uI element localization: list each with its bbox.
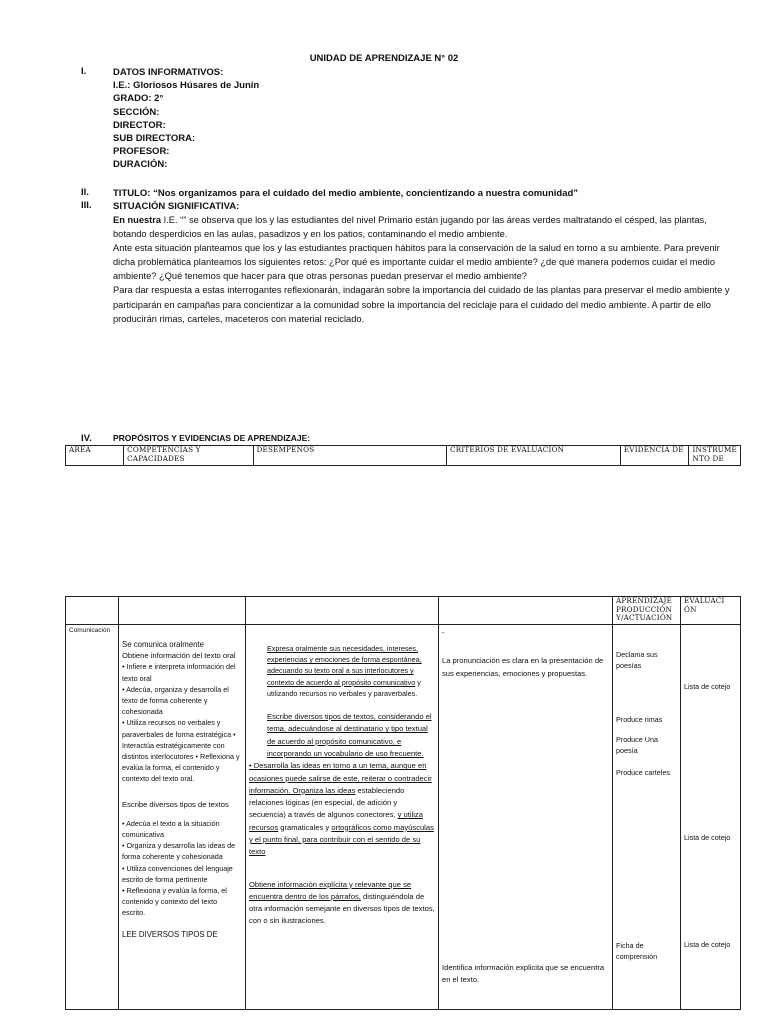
competency-writing: Escribe diversos tipos de textos: [122, 799, 229, 809]
section-1-numeral: I.: [81, 66, 87, 77]
document-title: UNIDAD DE APRENDIZAJE N° 02: [309, 53, 459, 64]
field-director: DIRECTOR:: [113, 119, 166, 131]
instrument-2: Lista de cotejo: [684, 833, 731, 843]
section-3-heading: SITUACIÓN SIGNIFICATIVA:: [113, 201, 240, 212]
section-1-heading: DATOS INFORMATIVOS:: [113, 67, 224, 78]
field-institution: I.E.: Gloriosos Húsares de Junín: [113, 80, 260, 92]
criterion-reading: Identifica información explicita que se encuentra en el texto.: [442, 962, 605, 985]
performance-reading: Obtiene información explícita y relevante que se encuentra dentro de los párrafos, distinguiéndola de otra información semejante en diversos tipos de textos, con o sin ilustraciones.: [249, 879, 435, 926]
competencies-cell: Se comunica oralmente Obtiene información del texto oral • Infiere e interpreta información del texto oral • Adecúa, organiza y desarrolla el texto de forma coherente y cohesionada • Utiliza recursos no verbales y paraverbales de forma estratégica • Interactúa estratégicamente con distintos interlocutores • Reflexiona y evalúa la forma, el contenido y contexto del texto oral. Escribe diversos tipos de textos • Adecúa el texto a la situación comunicativa • Organiza y desarrolla las ideas de forma coherente y cohesionada • Utiliza convenciones del lenguaje escrito de forma pertinente • Reflexiona y evalúa la forma, el contenido y contexto del texto escrito. LEE DIVERSOS TIPOS DE: [119, 625, 246, 1010]
header-instrument: INSTRUME NTO DE: [689, 446, 741, 466]
instrument-1: Lista de cotejo: [684, 682, 731, 691]
performance-oral: Expresa oralmente sus necesidades, intereses, experiencias y emociones de forma espontánea, adecuando su texto oral a sus interlocutores y contexto de acuerdo al propósito comunicativo y utilizando recursos no verbales y paraverbales.: [267, 644, 422, 698]
performance-writing: Escribe diversos tipos de textos, considerando el tema, adecuándose al destinatario y tipo textual de acuerdo al propósito comunicativo, e incorporando un vocabulario de uso frecuente.: [267, 712, 432, 758]
area-cell: Comunicación: [66, 625, 119, 1010]
competency-oral: Se comunica oralmente: [122, 640, 204, 649]
section-2-numeral: II.: [81, 187, 89, 198]
header-criteria: CRITERIOS DE EVALUACIÓN: [447, 446, 621, 466]
header-evaluation: EVALUACI ÓN: [681, 597, 741, 625]
evidence-declaim: Declama sus poesías: [616, 650, 658, 671]
field-section: SECCIÓN:: [113, 106, 160, 118]
field-duration: DURACIÓN:: [113, 159, 168, 171]
situation-paragraph-1: En nuestra I.E. “” se observa que los y las estudiantes del nivel Primario están jugando por las áreas verdes maltratando el césped, las plantas, botando desperdicios en las aulas, pasadizos y en los patios, contaminando el medio ambiente.: [113, 215, 707, 240]
section-4-numeral: IV.: [81, 433, 92, 444]
performances-cell: [246, 625, 439, 1010]
evidence-poem: Produce Una poesía: [616, 734, 658, 755]
header-evidence-production: APRENDIZAJE PRODUCCIÓN Y/ACTUACIÓN: [613, 597, 681, 625]
evidence-posters: Produce carteles: [616, 768, 670, 778]
evidence-comprehension: Ficha de comprensión: [616, 941, 658, 962]
purposes-content-table: [65, 596, 741, 1010]
field-teacher: PROFESOR:: [113, 146, 170, 158]
situation-paragraph-2: Ante esta situación planteamos que los y las estudiantes practiquen hábitos para la conservación de la salud en torno a su ambiente. Para prevenir dicha problemática planteamos los siguientes retos: ¿Por qué es importante cuidar el medio ambiente? ¿de qué manera podemos cuidar el medio ambiente? ¿Qué tenemos que hacer para que otras personas puedan preservar el medio ambiente?: [113, 243, 720, 282]
situation-lead: En nuestra: [113, 215, 162, 225]
purposes-header-table: [65, 445, 741, 466]
header-evidence: EVIDENCIA DE: [620, 446, 689, 466]
situation-paragraph-3: Para dar respuesta a estas interrogantes reflexionarán, indagarán sobre la importancia del cuidado de las plantas para preservar el medio ambiente y participarán en campañas para concientizar a la comunidad sobre la importancia del reciclaje para el cuidado del medio ambiente. A partir de ello producirán rimas, carteles, maceteros con material reciclado.: [113, 285, 730, 324]
section-3-numeral: III.: [81, 200, 92, 211]
section-4-heading: PROPÓSITOS Y EVIDENCIAS DE APRENDIZAJE:: [113, 433, 311, 443]
instrument-3: Lista de cotejo: [684, 940, 731, 950]
field-sub-director: SUB DIRECTORA:: [113, 133, 196, 145]
section-1-block: [113, 66, 259, 172]
header-competencies: COMPETENCIAS Y CAPACIDADES: [124, 446, 253, 466]
header-performances: DESEMPEÑOS: [253, 446, 446, 466]
field-grade: GRADO: 2°: [113, 93, 164, 105]
competency-reading: LEE DIVERSOS TIPOS DE: [122, 929, 218, 939]
criterion-oral: La pronunciación es clara en la presentación de sus experiencias, emociones y propuestas.: [442, 656, 604, 678]
criteria-cell: - La pronunciación es clara en la presentación de sus experiencias, emociones y propuestas. Identifica información explicita que se encuentra en el texto.: [439, 625, 613, 1010]
unit-title: TITULO: “Nos organizamos para el cuidado del medio ambiente, concientizando a nuestra comunidad”: [113, 188, 579, 199]
situation-text: [113, 213, 733, 326]
performance-ideas: • Desarrolla las ideas en torno a un tema, aunque en ocasiones puede salirse de este, reiterar o contradecir información. Organiza las ideas estableciendo relaciones lógicas (en especial, de adición y secuencia) a través de algunos conectores, y utiliza recursos gramaticales y ortográficos como mayúsculas y el punto final, para contribuir con el sentido de su texto: [249, 761, 434, 857]
evidence-rhymes: Produce rimas: [616, 715, 663, 725]
header-area: AREA: [66, 446, 124, 466]
evidence-cell: [613, 625, 681, 1010]
instrument-cell: [681, 625, 741, 1010]
